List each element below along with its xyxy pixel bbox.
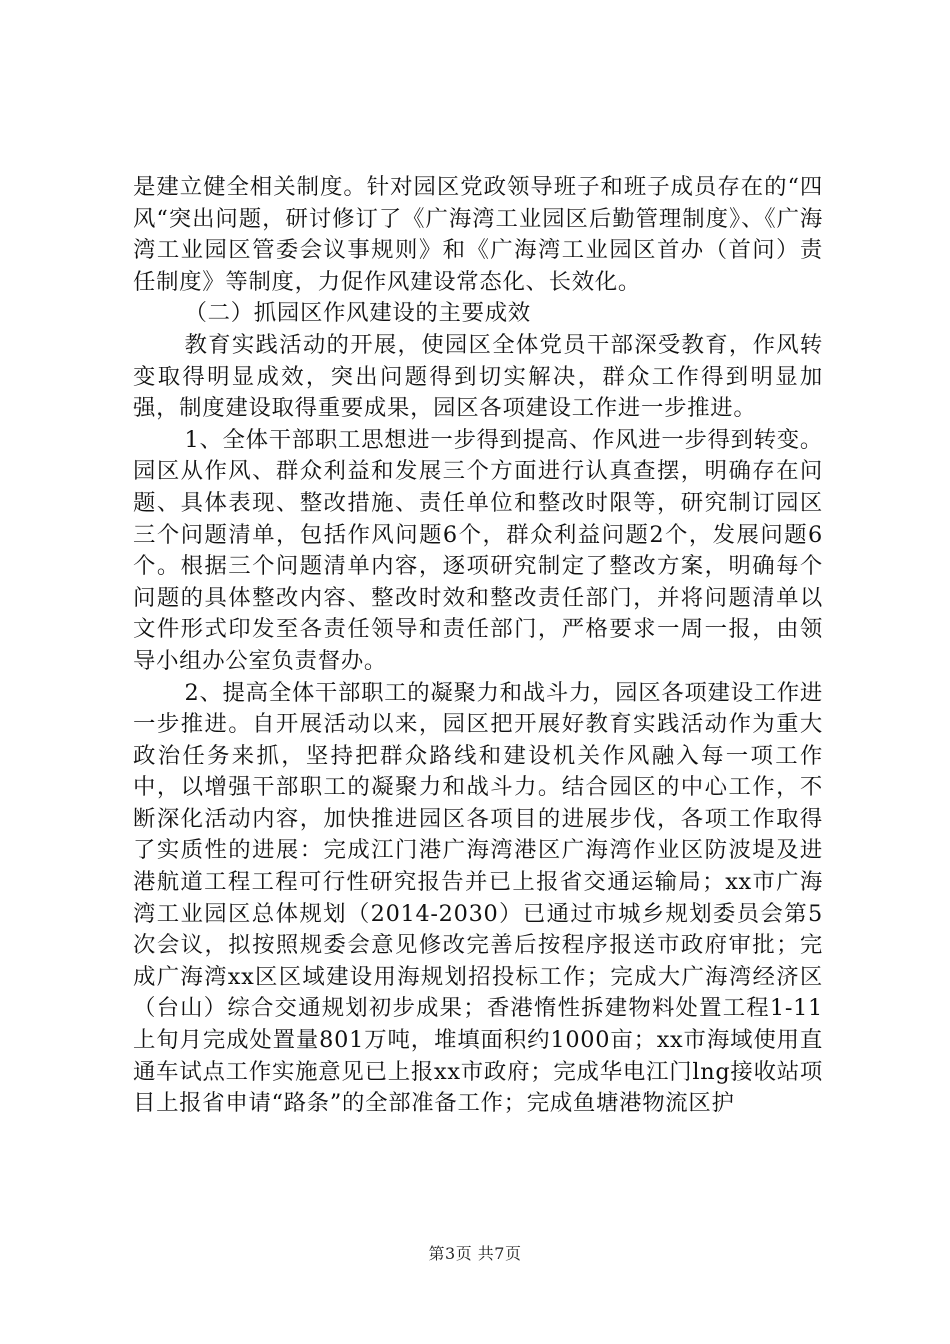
paragraph-summary: 教育实践活动的开展，使园区全体党员干部深受教育，作风转变取得明显成效，突出问题得到切实解决，群众工作得到明显加强，制度建设取得重要成果，园区各项建设工作进一步推进。 — [133, 331, 823, 422]
section-heading: （二）抓园区作风建设的主要成效 — [184, 300, 531, 327]
document-body — [133, 172, 823, 1120]
paragraph-item-2: 2、提高全体干部职工的凝聚力和战斗力，园区各项建设工作进一步推进。自开展活动以来，园区把开展好教育实践活动作为重大政治任务来抓，坚持把群众路线和建设机关作风融入每一项工作中，以增强干部职工的凝聚力和战斗力。结合园区的中心工作，不断深化活动内容，加快推进园区各项目的进展步伐，各项工作取得了实质性的进展：完成江门港广海湾港区广海湾作业区防波堤及进港航道工程工程可行性研究报告并已上报省交通运输局；xx市广海湾工业园区总体规划（2014-2030）已通过市城乡规划委员会第5次会议，拟按照规委会意见修改完善后按程序报送市政府审批；完成广海湾xx区区域建设用海规划招投标工作；完成大广海湾经济区（台山）综合交通规划初步成果；香港惰性拆建物料处置工程1-11上旬月完成处置量801万吨，堆填面积约1000亩；xx市海域使用直通车试点工作实施意见已上报xx市政府；完成华电江门lng接收站项目上报省申请“路条”的全部准备工作；完成鱼塘港物流区护 — [133, 679, 823, 1117]
paragraph-continuation: 是建立健全相关制度。针对园区党政领导班子和班子成员存在的“四风“突出问题，研讨修订了《广海湾工业园区后勤管理制度》、《广海湾工业园区管委会议事规则》和《广海湾工业园区首办（首问）责任制度》等制度，力促作风建设常态化、长效化。 — [133, 174, 823, 295]
paragraph-item-1: 1、全体干部职工思想进一步得到提高、作风进一步得到转变。园区从作风、群众利益和发展三个方面进行认真查摆，明确存在问题、具体表现、整改措施、责任单位和整改时限等，研究制订园区三个问题清单，包括作风问题6个，群众利益问题2个，发展问题6个。根据三个问题清单内容，逐项研究制定了整改方案，明确每个问题的具体整改内容、整改时效和整改责任部门，并将问题清单以文件形式印发至各责任领导和责任部门，严格要求一周一报，由领导小组办公室负责督办。 — [133, 426, 823, 674]
page-number-footer: 第3页 共7页 — [428, 1244, 522, 1263]
